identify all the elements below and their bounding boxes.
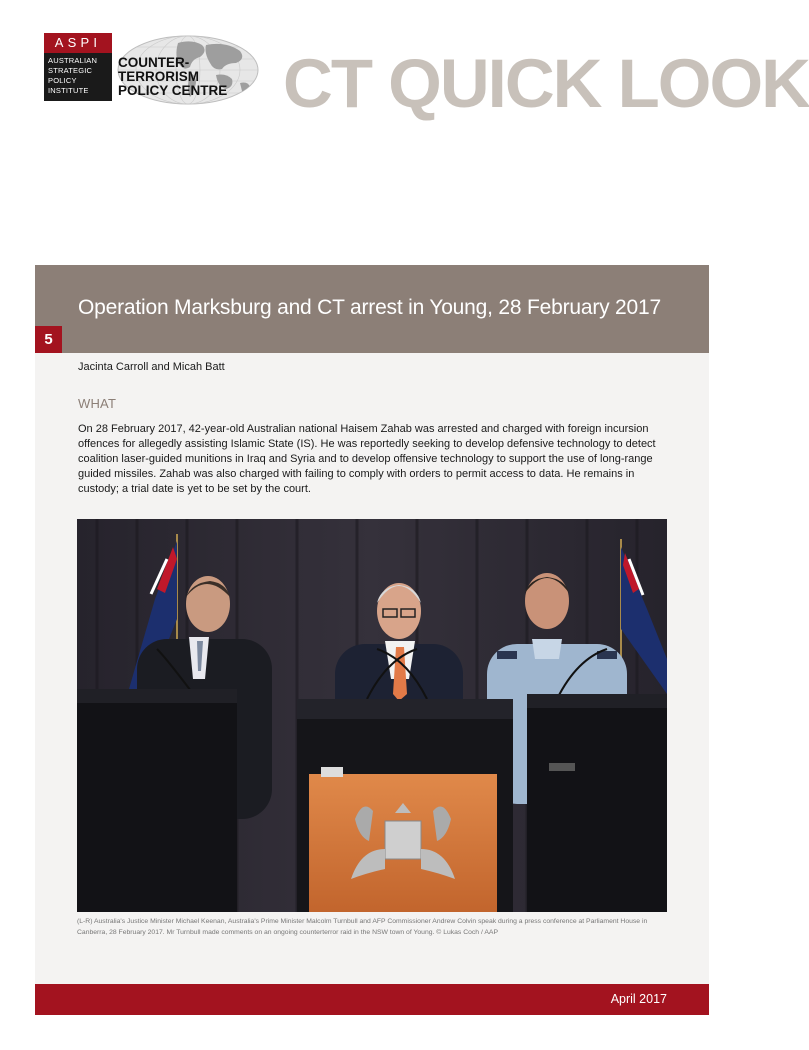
article-authors: Jacinta Carroll and Micah Batt: [78, 361, 225, 373]
title-band: [35, 265, 709, 353]
footer-band: [35, 984, 709, 1015]
aspi-line-1: AUSTRALIAN: [48, 56, 98, 65]
ctpc-line-3: POLICY CENTRE: [118, 83, 228, 98]
press-conference-illustration: [77, 519, 667, 912]
aspi-line-4: INSTITUTE: [48, 86, 89, 95]
aspi-line-2: STRATEGIC: [48, 66, 93, 75]
article-body: On 28 February 2017, 42-year-old Australian national Haisem Zahab was arrested and charged with foreign incursion offences for allegedly assisting Islamic State (IS). He was reportedly seeking to develop defensive technology to detect coalition laser-guided munitions in Iraq and Syria and to develop offensive technology to support the use of long-range guided missiles. Zahab was also charged with failing to comply with orders to permit access to data. He remains in custody; a trial date is yet to be set by the court.: [78, 423, 656, 495]
aspi-line-3: POLICY: [48, 76, 77, 85]
aspi-full-name: [48, 56, 97, 96]
photo-caption: (L-R) Australia's Justice Minister Michael Keenan, Australia's Prime Minister Malcolm Turnbull and AFP Commissioner Andrew Colvin speak during a press conference at Parliament House in Canberra, 28 February 2017. Mr Turnbull made comments on an ongoing counterterror raid in the NSW town of Young. © Lukas Coch / AAP: [77, 918, 648, 936]
aspi-acronym: ASPI: [44, 33, 112, 53]
ctpc-line-1: COUNTER-: [118, 55, 190, 70]
series-title: CT QUICK LOOK: [283, 45, 809, 122]
article-title: Operation Marksburg and CT arrest in Young, 28 February 2017: [78, 296, 661, 319]
press-conference-photo: [77, 519, 667, 912]
article-panel: [35, 265, 709, 1015]
article-number-badge: 5: [35, 326, 62, 353]
footer-date: April 2017: [610, 992, 667, 1006]
ctpc-line-2: TERRORISM: [118, 69, 199, 84]
section-heading-what: WHAT: [78, 396, 117, 411]
ctpc-logo-text: [118, 56, 227, 98]
aspi-logo: [44, 33, 112, 101]
